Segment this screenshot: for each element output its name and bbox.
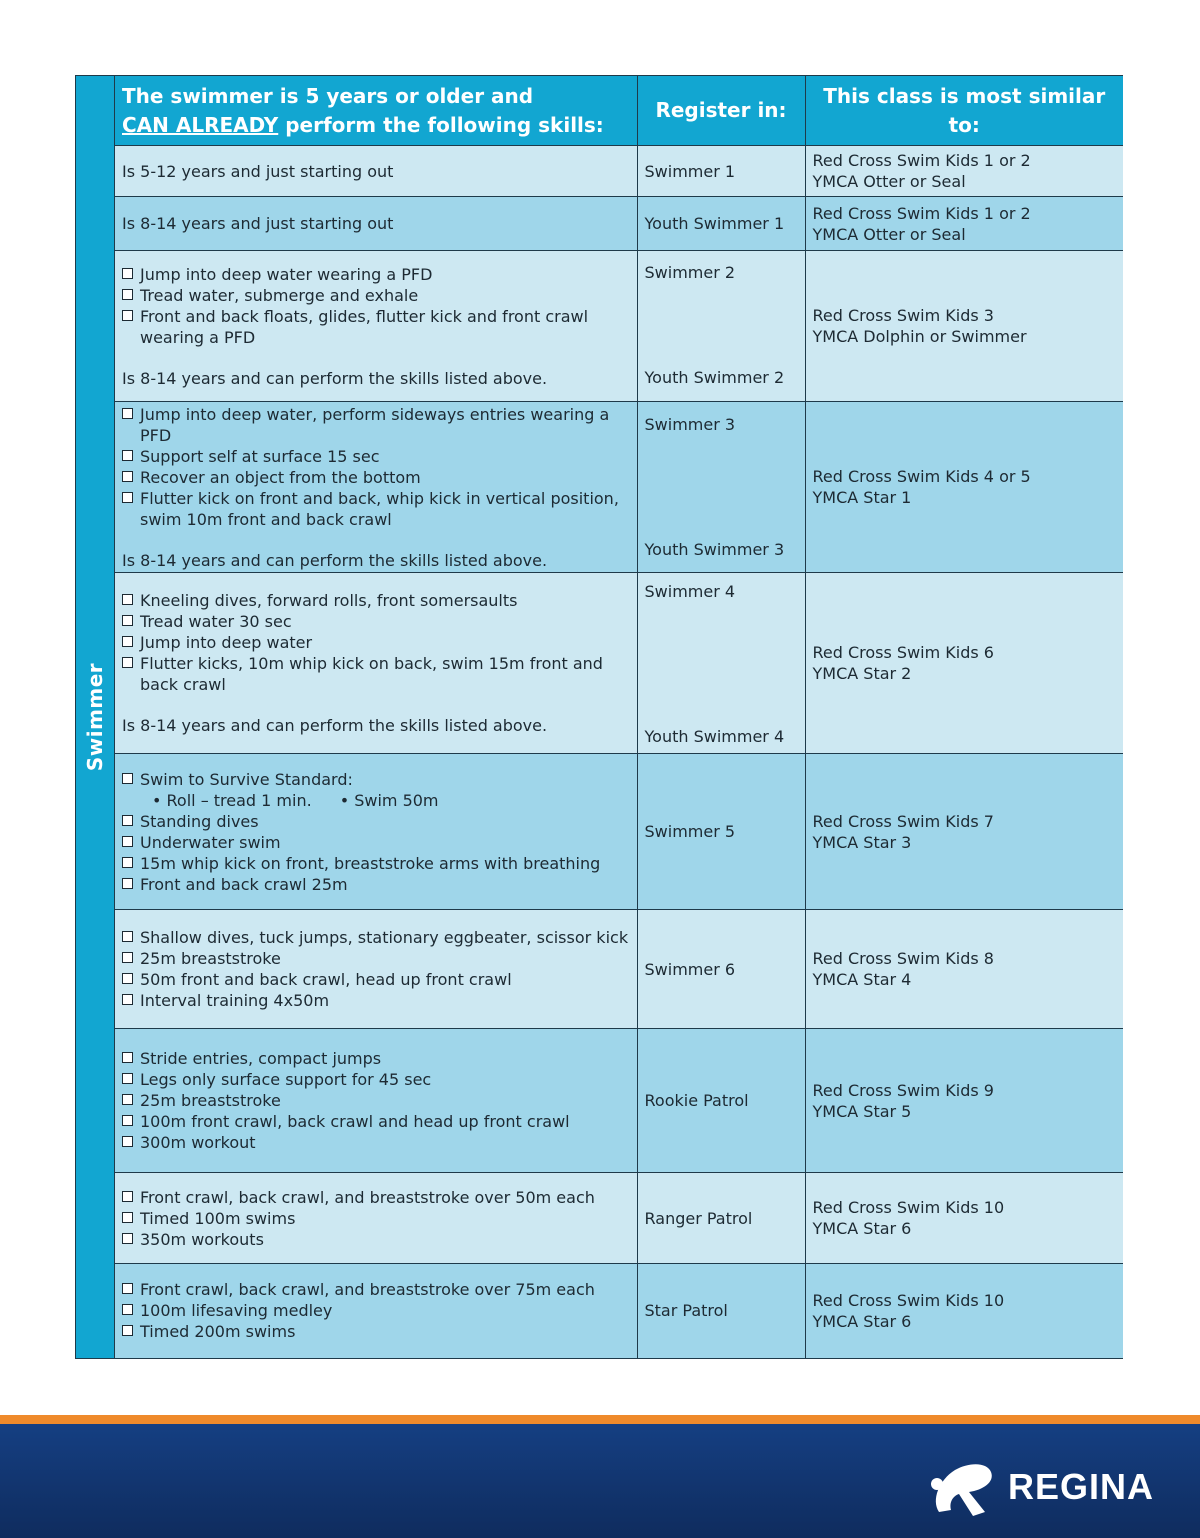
skill-text: Recover an object from the bottom <box>140 467 421 487</box>
placement-table <box>115 76 1123 1358</box>
skill-item <box>122 306 630 327</box>
table-row <box>115 251 1123 402</box>
table-row <box>115 1173 1123 1264</box>
skill-item <box>122 285 630 306</box>
register-value: Rookie Patrol <box>644 1091 749 1110</box>
skill-text: back crawl <box>140 675 226 694</box>
skill-item <box>122 264 630 285</box>
checkbox-icon <box>122 857 133 868</box>
skill-text: Timed 100m swims <box>140 1208 296 1228</box>
checkbox-icon <box>122 973 133 984</box>
similar-line: Red Cross Swim Kids 4 or 5 <box>812 467 1031 486</box>
checkbox-icon <box>122 268 133 279</box>
skill-text: 300m workout <box>140 1133 256 1152</box>
skill-text: wearing a PFD <box>140 327 256 347</box>
skills-cell <box>115 573 637 754</box>
skill-text: 50m front and back crawl, head up front crawl <box>140 970 512 989</box>
skill-item-continued <box>122 327 630 348</box>
register-value: Ranger Patrol <box>644 1208 753 1228</box>
similar-cell <box>805 573 1123 754</box>
skills-cell <box>115 251 637 402</box>
checkbox-icon <box>122 1052 133 1063</box>
checkbox-icon <box>122 1094 133 1105</box>
skill-item <box>122 590 630 611</box>
skill-item <box>122 1229 630 1250</box>
similar-cell <box>805 146 1123 197</box>
skill-text: Flutter kick on front and back, whip kick in vertical position, <box>140 488 619 508</box>
header-highlight: CAN ALREADY <box>122 112 279 137</box>
similar-line: Red Cross Swim Kids 10 <box>812 1290 1005 1310</box>
similar-cell <box>805 1264 1123 1358</box>
checkbox-icon <box>122 1212 133 1223</box>
logo-wordmark: REGINA <box>1008 1466 1155 1507</box>
similar-line: Red Cross Swim Kids 1 or 2 <box>812 151 1031 170</box>
footer-orange-stripe <box>0 1415 1200 1424</box>
similar-line: YMCA Dolphin or Swimmer <box>812 327 1027 346</box>
header-skills-line1: The swimmer is 5 years or older and <box>122 83 534 108</box>
similar-line: YMCA Star 6 <box>812 1311 912 1331</box>
skill-item <box>122 488 630 509</box>
skill-item-continued <box>122 674 630 695</box>
table-row <box>115 754 1123 910</box>
checkbox-icon <box>122 878 133 889</box>
checkbox-icon <box>122 1136 133 1147</box>
similar-line: YMCA Star 3 <box>812 832 912 852</box>
register-value: Swimmer 1 <box>644 161 736 181</box>
register-cell <box>637 402 805 573</box>
row-text: Is 8-14 years and just starting out <box>122 214 394 233</box>
skill-item <box>122 769 630 790</box>
table-row <box>115 146 1123 197</box>
register-cell <box>637 197 805 251</box>
checkbox-icon <box>122 657 133 668</box>
similar-line: Red Cross Swim Kids 7 <box>812 811 994 831</box>
similar-line: YMCA Star 4 <box>812 970 912 989</box>
checkbox-icon <box>122 1325 133 1336</box>
checkbox-icon <box>122 636 133 647</box>
similar-line: YMCA Star 1 <box>812 488 912 507</box>
checkbox-icon <box>122 815 133 826</box>
register-cell <box>637 1173 805 1264</box>
similar-line: YMCA Otter or Seal <box>812 172 966 191</box>
similar-cell <box>805 1029 1123 1173</box>
skill-text: Underwater swim <box>140 832 281 852</box>
similar-line: Red Cross Swim Kids 1 or 2 <box>812 203 1031 223</box>
similar-cell <box>805 251 1123 402</box>
checkbox-icon <box>122 471 133 482</box>
age-note: Is 8-14 years and can perform the skills listed above. <box>122 368 548 388</box>
register-value: Swimmer 5 <box>644 822 736 841</box>
skill-text: Stride entries, compact jumps <box>140 1049 382 1068</box>
skill-text: 100m front crawl, back crawl and head up front crawl <box>140 1112 570 1131</box>
regina-r-icon <box>925 1450 1003 1522</box>
skill-item <box>122 1321 630 1342</box>
register-value-youth: Youth Swimmer 2 <box>644 368 785 387</box>
register-cell <box>637 251 805 402</box>
skill-text: Standing dives <box>140 811 259 831</box>
checkbox-icon <box>122 773 133 784</box>
age-note: Is 8-14 years and can perform the skills listed above. <box>122 716 548 735</box>
skill-text: Jump into deep water, perform sideways entries wearing a PFD <box>140 404 610 445</box>
checkbox-icon <box>122 615 133 626</box>
header-register: Register in: <box>637 76 805 146</box>
side-band <box>76 76 115 1358</box>
skill-text: Jump into deep water <box>140 633 313 652</box>
skill-text: Front and back floats, glides, flutter kick and front crawl <box>140 306 589 326</box>
skill-text: Legs only surface support for 45 sec <box>140 1070 432 1089</box>
similar-cell <box>805 1173 1123 1264</box>
skill-text: Front and back crawl 25m <box>140 874 348 894</box>
skill-text: 350m workouts <box>140 1229 264 1249</box>
similar-line: Red Cross Swim Kids 8 <box>812 949 994 968</box>
bullet-item: • Roll – tread 1 min. <box>152 790 312 810</box>
skill-text: Front crawl, back crawl, and breaststroke over 75m each <box>140 1280 595 1300</box>
skill-text: swim 10m front and back crawl <box>140 509 392 529</box>
register-cell <box>637 573 805 754</box>
skills-cell <box>115 146 637 197</box>
checkbox-icon <box>122 289 133 300</box>
skill-text: Support self at surface 15 sec <box>140 446 380 466</box>
table-row <box>115 1264 1123 1358</box>
similar-cell <box>805 402 1123 573</box>
checkbox-icon <box>122 1115 133 1126</box>
checkbox-icon <box>122 1191 133 1202</box>
register-cell <box>637 910 805 1029</box>
checkbox-icon <box>122 594 133 605</box>
skill-item <box>122 1187 630 1208</box>
header-similar: This class is most similar to: <box>805 76 1123 146</box>
header-skills-line2: perform the following skills: <box>278 112 604 137</box>
register-value: Swimmer 3 <box>644 415 736 434</box>
skill-item <box>122 1090 630 1111</box>
checkbox-icon <box>122 994 133 1005</box>
skill-item <box>122 446 630 467</box>
bullet-item: • Swim 50m <box>339 790 439 810</box>
similar-cell <box>805 754 1123 910</box>
skill-item <box>122 990 630 1011</box>
similar-line: Red Cross Swim Kids 3 <box>812 306 994 325</box>
age-note: Is 8-14 years and can perform the skills listed above. <box>122 550 548 570</box>
checkbox-icon <box>122 931 133 942</box>
skill-item <box>122 948 630 969</box>
skills-cell <box>115 1264 637 1358</box>
skill-item <box>122 811 630 832</box>
register-value: Star Patrol <box>644 1301 728 1321</box>
skill-text: Kneeling dives, forward rolls, front somersaults <box>140 591 518 610</box>
table-row <box>115 910 1123 1029</box>
skill-text: Timed 200m swims <box>140 1322 296 1342</box>
register-cell <box>637 1264 805 1358</box>
skill-text: Swim to Survive Standard: <box>140 769 353 789</box>
checkbox-icon <box>122 836 133 847</box>
skill-item <box>122 611 630 632</box>
skill-item <box>122 1069 630 1090</box>
checkbox-icon <box>122 492 133 503</box>
skill-text: Shallow dives, tuck jumps, stationary eggbeater, scissor kick <box>140 928 629 947</box>
skill-item <box>122 1048 630 1069</box>
skill-item <box>122 1279 630 1300</box>
skill-item <box>122 969 630 990</box>
skills-cell <box>115 754 637 910</box>
skill-text: 100m lifesaving medley <box>140 1301 333 1321</box>
similar-line: YMCA Otter or Seal <box>812 224 966 244</box>
register-value: Swimmer 2 <box>644 263 736 282</box>
side-label: Swimmer <box>83 662 107 771</box>
skill-item <box>122 853 630 874</box>
similar-line: YMCA Star 2 <box>812 664 912 683</box>
skill-text: Jump into deep water wearing a PFD <box>140 264 433 284</box>
register-cell <box>637 1029 805 1173</box>
header-skills <box>115 76 637 146</box>
skills-cell <box>115 910 637 1029</box>
skills-cell <box>115 402 637 573</box>
similar-line: YMCA Star 5 <box>812 1101 912 1121</box>
skill-item <box>122 632 630 653</box>
similar-cell <box>805 910 1123 1029</box>
skill-text: 25m breaststroke <box>140 949 281 968</box>
skill-text: Front crawl, back crawl, and breaststroke over 50m each <box>140 1187 595 1207</box>
register-value-youth: Youth Swimmer 4 <box>644 727 785 746</box>
skill-text: Interval training 4x50m <box>140 991 330 1010</box>
register-value: Youth Swimmer 1 <box>644 214 785 233</box>
skill-text: Tread water 30 sec <box>140 612 292 631</box>
register-cell <box>637 146 805 197</box>
checkbox-icon <box>122 1304 133 1315</box>
skill-item <box>122 1132 630 1153</box>
checkbox-icon <box>122 408 133 419</box>
similar-cell <box>805 197 1123 251</box>
skill-item <box>122 404 630 446</box>
header-row <box>115 76 1123 146</box>
skills-cell <box>115 197 637 251</box>
table-row <box>115 573 1123 754</box>
checkbox-icon <box>122 450 133 461</box>
skill-text: Tread water, submerge and exhale <box>140 285 419 305</box>
skill-text: 15m whip kick on front, breaststroke arms with breathing <box>140 853 601 873</box>
similar-line: Red Cross Swim Kids 6 <box>812 643 994 662</box>
skills-cell <box>115 1173 637 1264</box>
skill-sub-bullets <box>122 790 630 811</box>
register-value: Swimmer 6 <box>644 959 736 979</box>
skill-item <box>122 467 630 488</box>
skill-item <box>122 653 630 674</box>
skill-text: Flutter kicks, 10m whip kick on back, swim 15m front and <box>140 654 603 673</box>
register-value: Swimmer 4 <box>644 582 736 601</box>
skills-cell <box>115 1029 637 1173</box>
checkbox-icon <box>122 310 133 321</box>
checkbox-icon <box>122 1283 133 1294</box>
register-cell <box>637 754 805 910</box>
skill-item <box>122 1208 630 1229</box>
skill-item <box>122 1300 630 1321</box>
similar-line: Red Cross Swim Kids 10 <box>812 1198 1005 1217</box>
table-row <box>115 402 1123 573</box>
similar-line: Red Cross Swim Kids 9 <box>812 1080 994 1100</box>
skill-item <box>122 1111 630 1132</box>
placement-chart <box>75 75 1123 1359</box>
checkbox-icon <box>122 952 133 963</box>
skill-item <box>122 874 630 895</box>
regina-logo <box>925 1450 1155 1522</box>
skill-text: 25m breaststroke <box>140 1091 281 1110</box>
skill-item <box>122 927 630 948</box>
similar-line: YMCA Star 6 <box>812 1219 912 1238</box>
skill-item <box>122 832 630 853</box>
table-row <box>115 197 1123 251</box>
skill-item-continued <box>122 509 630 530</box>
register-value-youth: Youth Swimmer 3 <box>644 540 785 559</box>
checkbox-icon <box>122 1233 133 1244</box>
checkbox-icon <box>122 1073 133 1084</box>
table-row <box>115 1029 1123 1173</box>
row-text: Is 5-12 years and just starting out <box>122 161 394 181</box>
